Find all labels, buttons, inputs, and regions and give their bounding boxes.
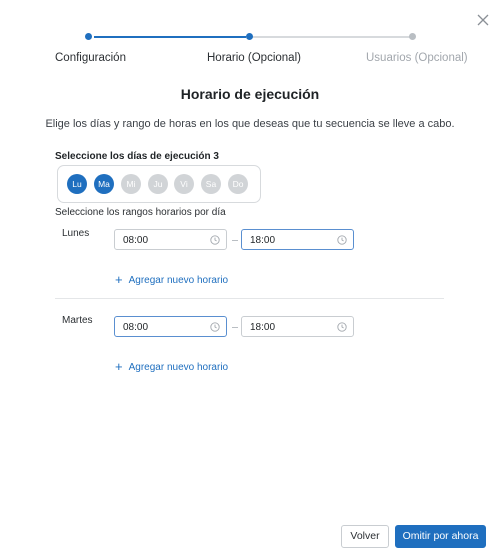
add-time-range-button[interactable]: [115, 358, 228, 373]
days-label: Seleccione los días de ejecución 3: [55, 151, 219, 162]
day-toggle-lu[interactable]: Lu: [67, 174, 87, 194]
step-dot-usuarios: [409, 33, 416, 40]
clock-icon: [337, 235, 347, 245]
day-toggle-do[interactable]: Do: [228, 174, 248, 194]
range-separator: [232, 327, 238, 328]
plus-icon: +: [115, 359, 123, 374]
back-button[interactable]: Volver: [341, 525, 389, 548]
start-time-input[interactable]: [114, 229, 227, 250]
step-dot-configuracion: [85, 33, 92, 40]
add-time-range-label: Agregar nuevo horario: [128, 362, 229, 373]
end-time-value: 18:00: [250, 322, 276, 333]
start-time-input[interactable]: [114, 316, 227, 337]
step-connector-pending: [252, 36, 410, 38]
day-toggle-ju[interactable]: Ju: [148, 174, 168, 194]
ranges-label: Seleccione los rangos horarios por día: [55, 207, 226, 218]
end-time-input[interactable]: [241, 229, 354, 250]
range-separator: [232, 240, 238, 241]
range-day-label: Lunes: [62, 228, 90, 239]
clock-icon: [210, 322, 220, 332]
end-time-input[interactable]: [241, 316, 354, 337]
clock-icon: [337, 322, 347, 332]
start-time-value: 08:00: [123, 322, 149, 333]
step-label-configuracion[interactable]: Configuración: [55, 52, 126, 64]
stepper: [0, 0, 500, 70]
step-dot-horario: [246, 33, 253, 40]
add-time-range-label: Agregar nuevo horario: [128, 275, 229, 286]
clock-icon: [210, 235, 220, 245]
page-title: Horario de ejecución: [180, 86, 320, 102]
end-time-value: 18:00: [250, 235, 276, 246]
divider: [55, 298, 444, 299]
range-day-label: Martes: [62, 315, 93, 326]
step-connector-done: [94, 36, 246, 38]
day-toggle-ma[interactable]: Ma: [94, 174, 114, 194]
step-label-horario[interactable]: Horario (Opcional): [207, 52, 301, 64]
page-subtitle: Elige los días y rango de horas en los que deseas que tu secuencia se lleve a cabo.: [45, 118, 455, 130]
day-toggle-sa[interactable]: Sa: [201, 174, 221, 194]
skip-button[interactable]: Omitir por ahora: [395, 525, 486, 548]
start-time-value: 08:00: [123, 235, 149, 246]
plus-icon: +: [115, 272, 123, 287]
add-time-range-button[interactable]: [115, 271, 228, 286]
day-toggle-mi[interactable]: Mi: [121, 174, 141, 194]
step-label-usuarios[interactable]: Usuarios (Opcional): [366, 52, 468, 64]
day-toggle-vi[interactable]: Vi: [174, 174, 194, 194]
